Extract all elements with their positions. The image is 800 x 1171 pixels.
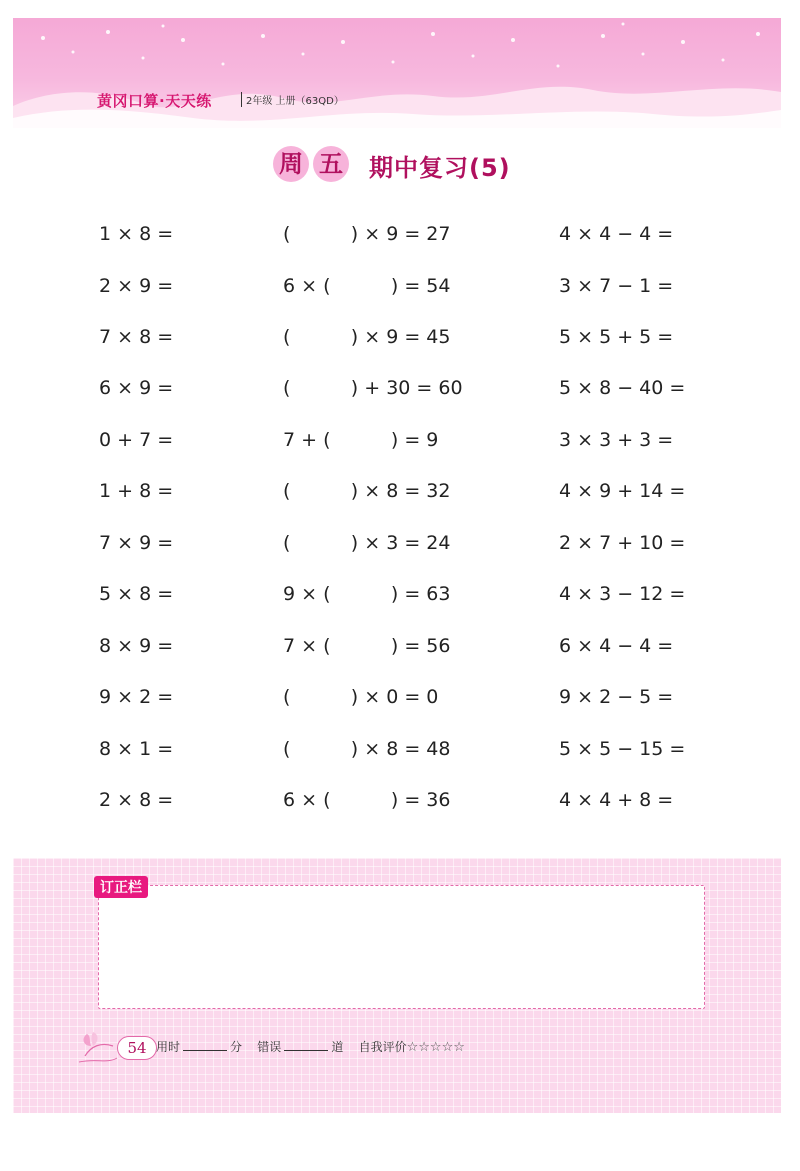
problem-row bbox=[13, 377, 781, 407]
self-eval-label: 自我评价 bbox=[358, 1040, 407, 1054]
problem-row bbox=[13, 480, 781, 510]
correction-box[interactable] bbox=[98, 885, 705, 1009]
problem-col1: 2 × 8 = bbox=[99, 789, 174, 811]
count-label: 道 bbox=[331, 1040, 344, 1054]
problem-row bbox=[13, 583, 781, 613]
problem-row bbox=[13, 326, 781, 356]
problem-col2: 9 × ( ) = 63 bbox=[283, 583, 451, 605]
problem-col2: ( ) + 30 = 60 bbox=[283, 377, 463, 399]
problem-col1: 6 × 9 = bbox=[99, 377, 174, 399]
grade-label: 2年级 上册（63QD） bbox=[241, 92, 344, 107]
problem-col2: ( ) × 3 = 24 bbox=[283, 532, 451, 554]
problem-row bbox=[13, 275, 781, 305]
problem-col1: 1 + 8 = bbox=[99, 480, 174, 502]
self-assessment-row bbox=[156, 1038, 465, 1055]
problem-col3: 2 × 7 + 10 = bbox=[559, 532, 686, 554]
problem-row bbox=[13, 532, 781, 562]
problem-col3: 3 × 3 + 3 = bbox=[559, 429, 674, 451]
problem-col2: ( ) × 0 = 0 bbox=[283, 686, 439, 708]
title-row bbox=[13, 146, 781, 186]
day-badge bbox=[273, 146, 349, 182]
problem-col1: 2 × 9 = bbox=[99, 275, 174, 297]
problem-col1: 1 × 8 = bbox=[99, 223, 174, 245]
worksheet-page bbox=[13, 18, 781, 1113]
footer-area bbox=[13, 858, 781, 1113]
page-number: 54 bbox=[117, 1036, 157, 1060]
problem-col1: 5 × 8 = bbox=[99, 583, 174, 605]
problem-col3: 9 × 2 − 5 = bbox=[559, 686, 674, 708]
problem-col1: 8 × 1 = bbox=[99, 738, 174, 760]
problem-col2: 6 × ( ) = 36 bbox=[283, 789, 451, 811]
problem-col2: 6 × ( ) = 54 bbox=[283, 275, 451, 297]
problem-col3: 5 × 5 + 5 = bbox=[559, 326, 674, 348]
problem-row bbox=[13, 789, 781, 819]
problem-col3: 4 × 4 + 8 = bbox=[559, 789, 674, 811]
header-band bbox=[13, 18, 781, 128]
problem-col2: ( ) × 8 = 48 bbox=[283, 738, 451, 760]
page-number-badge bbox=[77, 1028, 157, 1068]
problem-col3: 4 × 4 − 4 = bbox=[559, 223, 674, 245]
problem-col1: 0 + 7 = bbox=[99, 429, 174, 451]
problem-col2: 7 × ( ) = 56 bbox=[283, 635, 451, 657]
day-char-2: 五 bbox=[313, 146, 349, 182]
problem-row bbox=[13, 686, 781, 716]
problem-col3: 5 × 8 − 40 = bbox=[559, 377, 686, 399]
error-label: 错误 bbox=[257, 1040, 282, 1054]
problem-col3: 3 × 7 − 1 = bbox=[559, 275, 674, 297]
problem-row bbox=[13, 635, 781, 665]
problem-col1: 9 × 2 = bbox=[99, 686, 174, 708]
problem-col3: 5 × 5 − 15 = bbox=[559, 738, 686, 760]
correction-label: 订正栏 bbox=[94, 876, 148, 898]
minute-label: 分 bbox=[230, 1040, 243, 1054]
problem-row bbox=[13, 429, 781, 459]
problem-row bbox=[13, 738, 781, 768]
problem-col3: 4 × 9 + 14 = bbox=[559, 480, 686, 502]
time-label: 用时 bbox=[156, 1040, 181, 1054]
problem-col1: 8 × 9 = bbox=[99, 635, 174, 657]
page-title: 期中复习(5) bbox=[369, 154, 511, 182]
problem-col2: ( ) × 8 = 32 bbox=[283, 480, 451, 502]
problem-col1: 7 × 9 = bbox=[99, 532, 174, 554]
brand-logo: 黄冈口算·天天练 bbox=[97, 92, 212, 110]
problem-row bbox=[13, 223, 781, 253]
rating-stars[interactable]: ☆☆☆☆☆ bbox=[406, 1040, 465, 1055]
day-char-1: 周 bbox=[273, 146, 309, 182]
problem-col2: ( ) × 9 = 45 bbox=[283, 326, 451, 348]
problem-col3: 6 × 4 − 4 = bbox=[559, 635, 674, 657]
error-blank[interactable] bbox=[284, 1038, 328, 1051]
problem-col1: 7 × 8 = bbox=[99, 326, 174, 348]
header-decoration bbox=[13, 18, 781, 128]
problem-col3: 4 × 3 − 12 = bbox=[559, 583, 686, 605]
time-blank[interactable] bbox=[183, 1038, 227, 1051]
problem-col2: ( ) × 9 = 27 bbox=[283, 223, 451, 245]
problem-col2: 7 + ( ) = 9 bbox=[283, 429, 439, 451]
